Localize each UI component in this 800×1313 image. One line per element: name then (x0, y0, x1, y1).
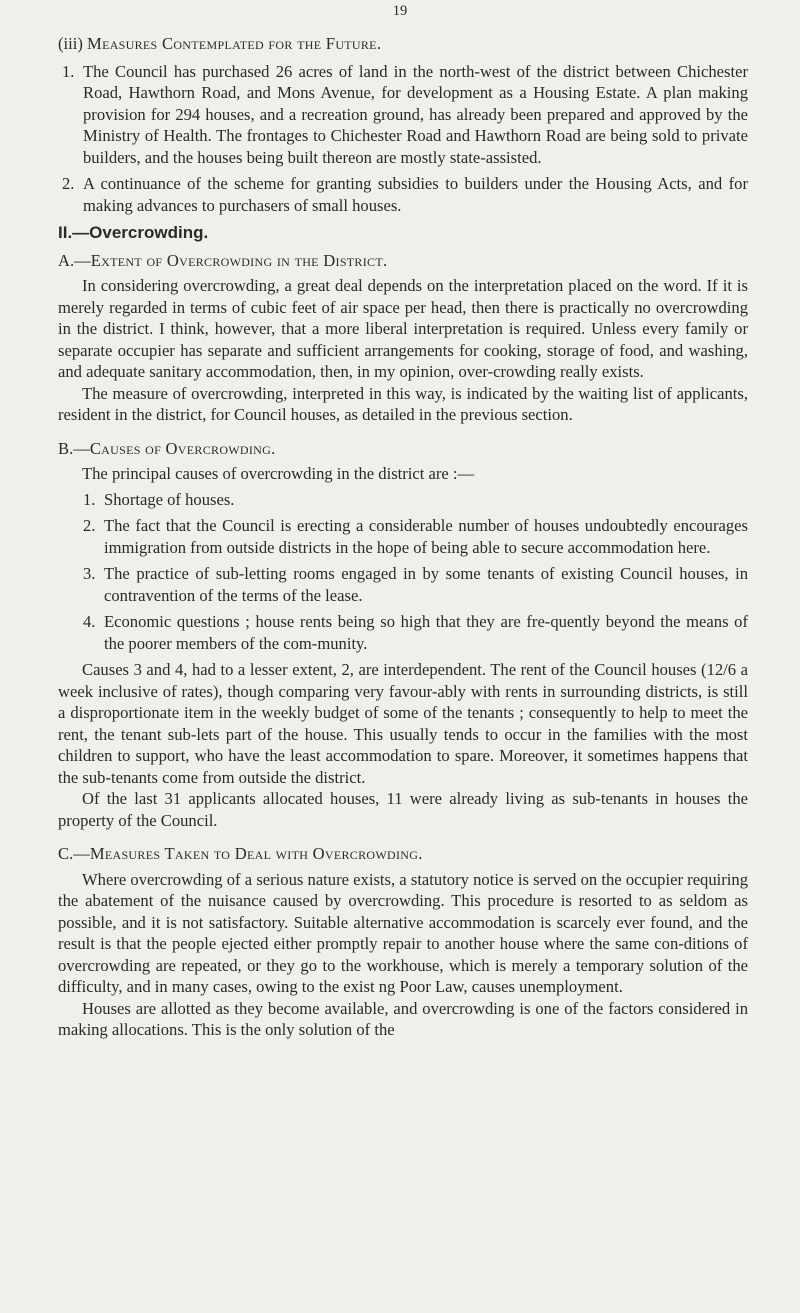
list-item-text: The Council has purchased 26 acres of land in the north-west of the district between Chichester Road, Hawthorn Road, and Mons Avenue, for development as a Housing Estate. A plan making provision for 294 houses, and a recreation ground, has already been prepared and approved by the Ministry of Health. The frontages to Chichester Road and Hawthorn Road are being sold to private builders, and the houses being built thereon are mostly state-assisted. (83, 61, 748, 167)
list-item-text: A continuance of the scheme for granting subsidies to builders under the Housing Acts, and for making advances to purchasers of small houses. (83, 174, 748, 215)
subheading-prefix: C.— (58, 844, 90, 863)
heading-title: Measures Contemplated for the Future. (87, 34, 382, 53)
heading-future-measures (58, 33, 748, 55)
causes-list (58, 489, 748, 655)
list-item-text: The practice of sub-letting rooms engaged in by some tenants of existing Council houses, in contravention of the terms of the lease. (104, 564, 748, 605)
list-item (79, 611, 748, 654)
subheading-extent (58, 250, 748, 272)
subheading-measures-taken (58, 843, 748, 865)
page-number: 19 (392, 3, 408, 19)
list-item-text: Economic questions ; house rents being so high that they are fre-quently beyond the means of the poorer members of the com-munity. (104, 612, 748, 653)
paragraph: Of the last 31 applicants allocated houses, 11 were already living as sub-tenants in houses the property of the Council. (58, 789, 748, 830)
section-title-overcrowding: II.—Overcrowding. (58, 223, 209, 242)
subheading-causes (58, 438, 748, 460)
list-item (58, 61, 748, 169)
subheading-prefix: B.— (58, 438, 90, 458)
list-item (79, 563, 748, 606)
list-item (79, 489, 748, 511)
paragraph: In considering overcrowding, a great deal depends on the interpretation placed on the word. If it is merely regarded in terms of cubic feet of air space per head, then there is practically no overcrowding in the district. I think, however, that a more liberal interpretation is required. Unless every family or separate occupier has separate and sufficient arrangements for cooking, storage of food, and washing, and adequate sanitary accommodation, then, in my opinion, over-crowding really exists. (58, 276, 748, 381)
subheading-title: Measures Taken to Deal with Overcrowding. (89, 844, 423, 863)
paragraph: The principal causes of overcrowding in the district are :— (82, 464, 475, 483)
subheading-title: Extent of Overcrowding in the District. (90, 250, 388, 270)
list-item-text: The fact that the Council is erecting a considerable number of houses undoubtedly encourages immigration from outside districts in the hope of being able to secure accommodation here. (104, 516, 748, 557)
list-item-number: 1. (83, 489, 96, 509)
paragraph: The measure of overcrowding, interpreted in this way, is indicated by the waiting list of applicants, resident in the district, for Council houses, as detailed in the previous section. (58, 383, 748, 424)
list-item-number: 2. (62, 174, 75, 193)
list-item-number: 1. (62, 61, 75, 81)
list-item-number: 3. (83, 564, 96, 583)
list-item-number: 2. (83, 516, 96, 535)
paragraph: Where overcrowding of a serious nature exists, a statutory notice is served on the occupier requiring the abatement of the nuisance caused by overcrowding. This procedure is resorted to as seldom as possible, and it is not satisfactory. Suitable alternative accommodation is scarcely ever found, and the result is that the people ejected either promptly repair to another house where the same con-ditions of overcrowding are repeated, or they go to the workhouse, which is merely a temporary solution of the difficulty, and in many cases, owing to the exist ng Poor Law, causes unemployment. (58, 869, 748, 996)
heading-prefix: (iii) (58, 34, 88, 53)
list-item (58, 173, 748, 216)
paragraph: Houses are allotted as they become available, and overcrowding is one of the factors considered in making allocations. This is the only solution of the (58, 998, 748, 1039)
page-content (58, 33, 748, 1041)
subheading-title: Causes of Overcrowding. (89, 438, 276, 458)
list-item-text: Shortage of houses. (104, 489, 235, 509)
subheading-prefix: A.— (58, 250, 91, 270)
list-item (79, 515, 748, 558)
list-item-number: 4. (83, 612, 96, 631)
paragraph: Causes 3 and 4, had to a lesser extent, 2, are interdependent. The rent of the Council houses (12/6 a week inclusive of rates), though comparing very favour-ably with rents in surrounding districts, is still a disproportionate item in the weekly budget of some of the tenants ; consequently to help to meet the rent, the tenant sub-lets part of the house. This usually tends to occur in the families with the most children to support, who have the least accommodation to spare. Moreover, it sometimes happens that the sub-tenants come from outside the district. (58, 660, 748, 787)
